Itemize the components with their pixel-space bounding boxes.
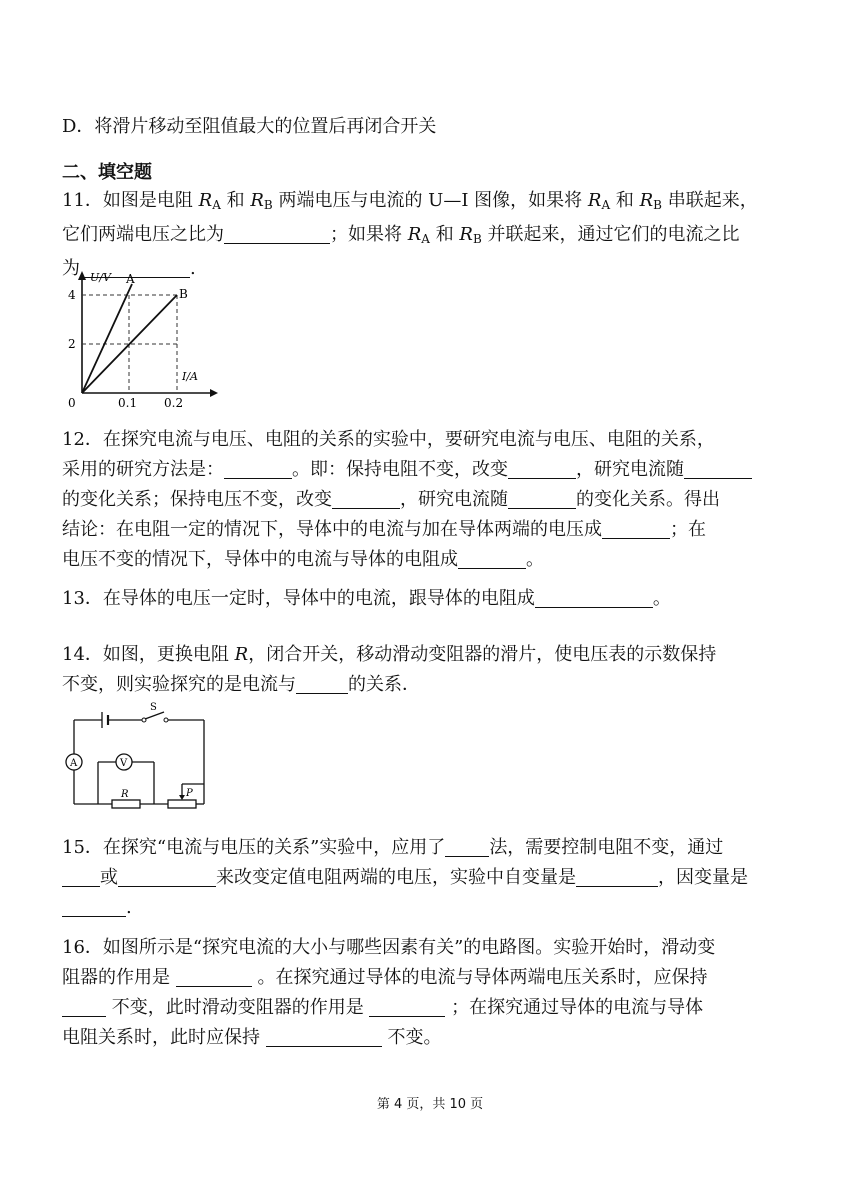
q12-text: ，研究电流随 — [400, 489, 508, 510]
q16-line-2 — [62, 963, 838, 993]
x-axis-label: I/A — [182, 370, 198, 383]
q12-text: ，研究电流随 — [576, 459, 684, 480]
q14-text: 不变，则实验探究的是电流与 — [62, 674, 296, 695]
q11-line-2 — [62, 220, 838, 254]
line-b-label: B — [179, 287, 188, 301]
x-tick-02: 0.2 — [164, 396, 184, 410]
slider-label: P — [186, 788, 193, 799]
q15-line-2 — [62, 863, 838, 893]
answer-blank[interactable] — [602, 520, 670, 539]
switch-label: S — [150, 702, 157, 713]
q16-line-4 — [62, 1023, 838, 1053]
rb-symbol: R — [459, 224, 473, 245]
y-axis-arrow — [78, 271, 86, 280]
answer-blank[interactable] — [369, 998, 445, 1017]
q12-text: ；在 — [670, 519, 706, 540]
q11-text: 它们两端电压之比为 — [62, 224, 224, 245]
q11-text: 并联起来，通过它们的电流之比 — [481, 224, 740, 245]
q16-text: 不变，此时滑动变阻器的作用是 — [106, 997, 370, 1018]
q12-text: 的变化关系。得出 — [576, 489, 720, 510]
q15-text: 法，需要控制电阻不变，通过 — [489, 837, 724, 858]
q14-line-1 — [62, 640, 838, 670]
q11-text: ；如果将 — [330, 224, 408, 245]
q16-line-3 — [62, 993, 838, 1023]
answer-blank[interactable] — [118, 868, 216, 887]
line-a-label: A — [126, 272, 135, 286]
y-axis-label: U/V — [90, 271, 111, 284]
q15-text: ，因变量是 — [658, 867, 748, 888]
q13-line-1 — [62, 584, 838, 614]
q10-option-d — [62, 112, 838, 142]
y-tick-2: 2 — [68, 337, 76, 351]
q12-line-1: 12．在探究电流与电压、电阻的关系的实验中，要研究电流与电压、电阻的关系， — [62, 429, 715, 450]
q12-line-3 — [62, 485, 838, 515]
q14-line-2 — [62, 670, 838, 700]
option-d-text: D．将滑片移动至阻值最大的位置后再闭合开关 — [62, 116, 437, 137]
answer-blank[interactable] — [508, 490, 576, 509]
answer-blank[interactable] — [176, 968, 252, 987]
x-axis-arrow — [210, 389, 218, 397]
q15-text: 15．在探究“电流与电压的关系”实验中，应用了 — [62, 837, 446, 858]
q14-text: 的关系． — [348, 674, 420, 695]
answer-blank[interactable] — [62, 898, 126, 917]
q12-text: 采用的研究方法是： — [62, 459, 224, 480]
ra-sub: A — [601, 198, 611, 212]
rb-sub: B — [263, 198, 273, 212]
answer-blank[interactable] — [684, 460, 752, 479]
rheostat — [168, 800, 196, 808]
rb-symbol: R — [639, 190, 654, 211]
q12-text: 。即：保持电阻不变，改变 — [292, 459, 508, 480]
y-tick-4: 4 — [68, 288, 76, 302]
q16-text: 电阻关系时，此时应保持 — [62, 1027, 266, 1048]
question-12 — [62, 425, 838, 575]
q12-line-4 — [62, 515, 838, 545]
voltmeter-label: V — [120, 758, 128, 769]
q16-text: 阻器的作用是 — [62, 967, 176, 988]
answer-blank[interactable] — [62, 998, 106, 1017]
q15-text: 来改变定值电阻两端的电压，实验中自变量是 — [216, 867, 576, 888]
q16-text: 不变。 — [381, 1027, 442, 1048]
q14-text: ，闭合开关，移动滑动变阻器的滑片，使电压表的示数保持 — [248, 644, 717, 665]
answer-blank[interactable] — [445, 838, 489, 857]
page-number: 第 4 页，共 10 页 — [376, 1097, 484, 1112]
answer-blank[interactable] — [266, 1028, 382, 1047]
q16-text: 。在探究通过导体的电流与导体两端电压关系时，应保持 — [251, 967, 708, 988]
circuit-diagram — [64, 700, 214, 810]
q15-text: . — [126, 897, 132, 918]
q16-line-1: 16．如图所示是“探究电流的大小与哪些因素有关”的电路图。实验开始时，滑动变 — [62, 937, 716, 958]
answer-blank[interactable] — [224, 460, 292, 479]
q12-text: 。 — [526, 549, 544, 570]
question-16 — [62, 933, 838, 1053]
q13-text: 13．在导体的电压一定时，导体中的电流，跟导体的电阻成 — [62, 588, 535, 609]
q12-line-2 — [62, 455, 838, 485]
question-14 — [62, 640, 838, 700]
ra-sub: A — [212, 198, 221, 212]
rb-sub: B — [472, 232, 482, 246]
ra-symbol: R — [198, 190, 213, 211]
q12-text: 电压不变的情况下，导体中的电流与导体的电阻成 — [62, 549, 458, 570]
rb-symbol: R — [250, 190, 264, 211]
r-symbol: R — [234, 644, 249, 665]
ra-symbol: R — [407, 224, 422, 245]
resistor — [112, 800, 140, 808]
q11-text: 和 — [610, 190, 640, 211]
answer-blank[interactable] — [508, 460, 576, 479]
q15-line-3 — [62, 893, 838, 923]
page-footer — [0, 1093, 860, 1112]
answer-blank[interactable] — [576, 868, 658, 887]
q11-text: 11．如图是电阻 — [62, 190, 199, 211]
q11-text: 串联起来， — [661, 190, 758, 211]
section-title — [62, 158, 838, 188]
answer-blank[interactable] — [332, 490, 400, 509]
question-15 — [62, 833, 838, 923]
q13-text: 。 — [652, 588, 671, 609]
q16-text: ；在探究通过导体的电流与导体 — [445, 997, 704, 1018]
q11-text: 和 — [429, 224, 460, 245]
x-tick-01: 0.1 — [118, 396, 138, 410]
answer-blank[interactable] — [458, 550, 526, 569]
q15-text: 或 — [100, 867, 118, 888]
q11-text: 两端电压与电流的 U—I 图像，如果将 — [272, 190, 588, 211]
origin-label: 0 — [68, 396, 76, 410]
q15-line-1 — [62, 833, 838, 863]
section-title-text: 二、填空题 — [62, 162, 152, 183]
q12-text: 结论：在电阻一定的情况下，导体中的电流与加在导体两端的电压成 — [62, 519, 602, 540]
answer-blank[interactable] — [224, 225, 330, 244]
q11-text: . — [190, 258, 196, 279]
q11-text: 为 — [62, 258, 80, 279]
ra-sub: A — [421, 232, 430, 246]
answer-blank[interactable] — [535, 589, 653, 608]
rb-sub: B — [653, 198, 662, 212]
line-a — [82, 284, 132, 393]
ammeter-label: A — [70, 758, 78, 769]
switch — [145, 712, 164, 719]
q11-text: 和 — [220, 190, 251, 211]
q11-line-1 — [62, 186, 838, 220]
ui-graph — [60, 268, 220, 410]
q14-text: 14．如图，更换电阻 — [62, 644, 235, 665]
ra-symbol: R — [587, 190, 602, 211]
answer-blank[interactable] — [62, 868, 100, 887]
q12-line-5 — [62, 545, 838, 575]
resistor-label: R — [121, 789, 129, 800]
question-13 — [62, 584, 838, 614]
q12-text: 的变化关系；保持电压不变，改变 — [62, 489, 332, 510]
answer-blank[interactable] — [296, 675, 348, 694]
